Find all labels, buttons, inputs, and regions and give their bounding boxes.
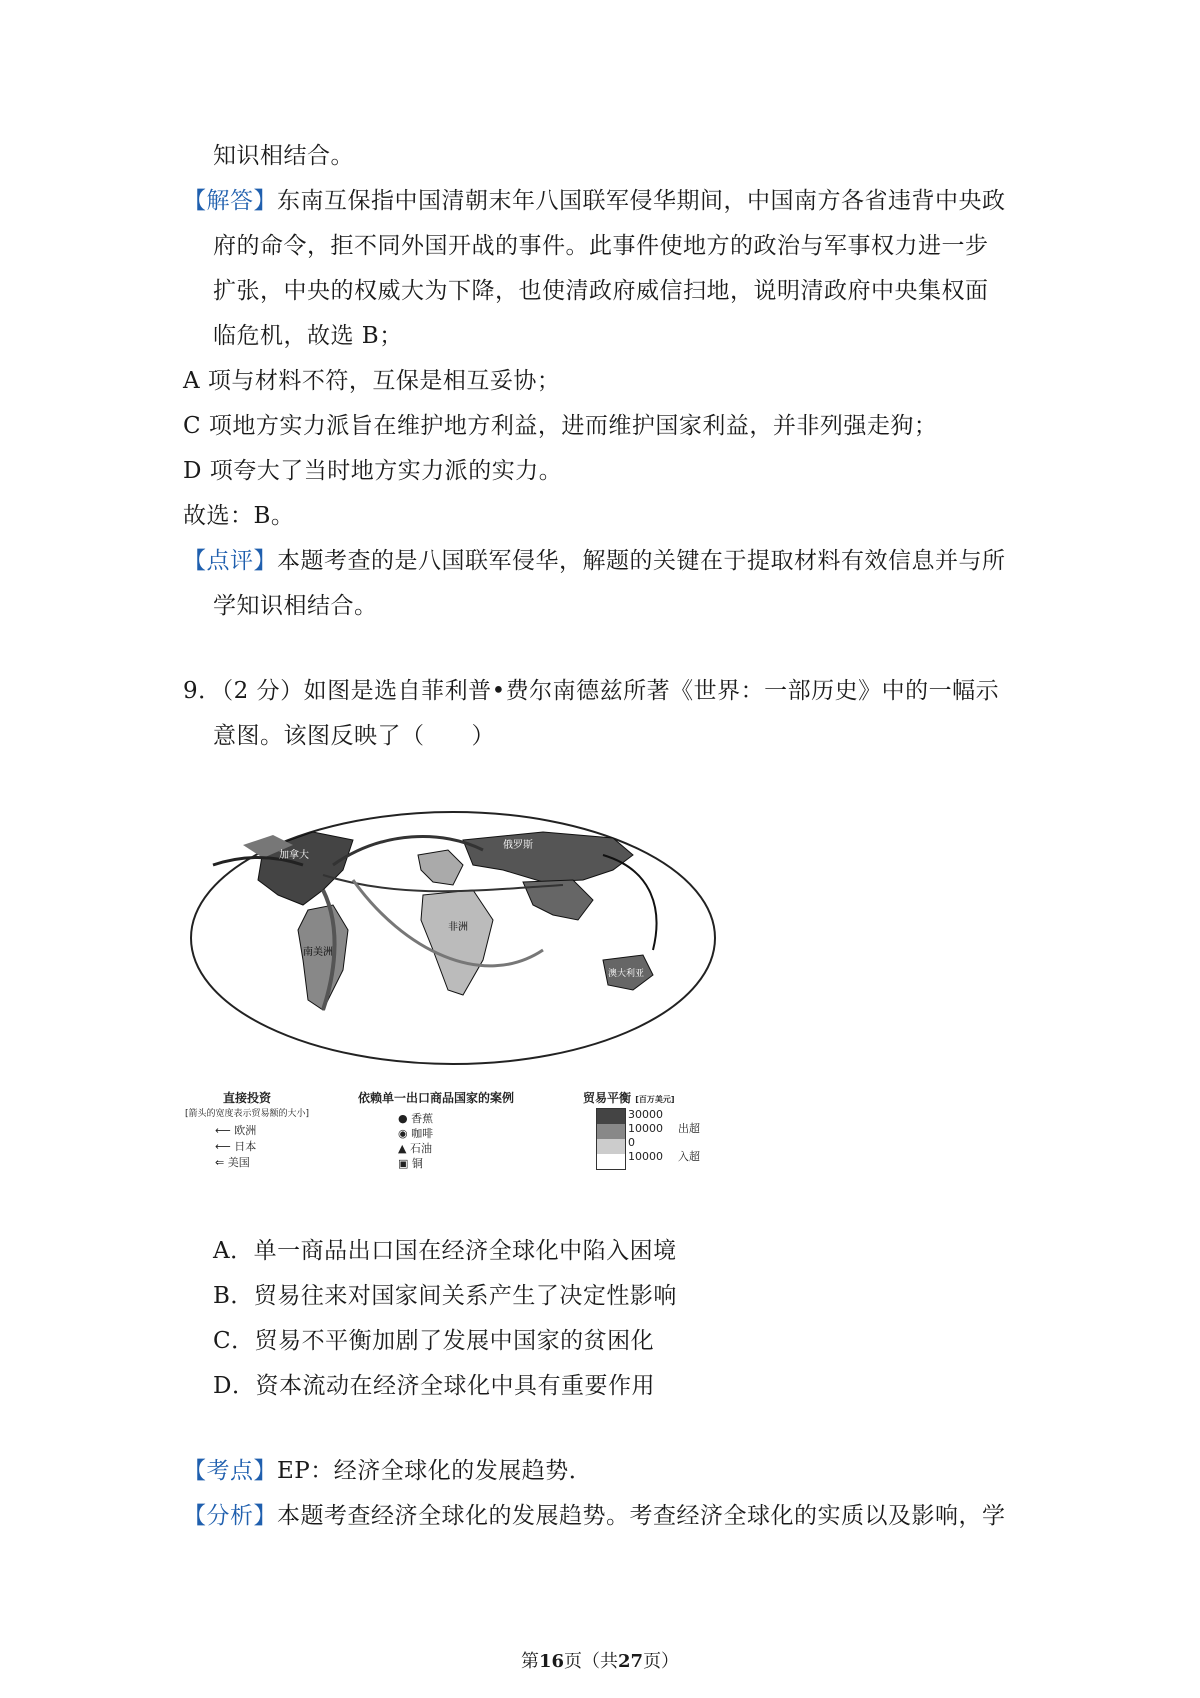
text-line: 临危机，故选 B； — [213, 323, 403, 349]
text-line: 府的命令，拒不同外国开战的事件。此事件使地方的政治与军事权力进一步 — [213, 233, 989, 259]
map-label-africa: 非洲 — [448, 922, 468, 933]
legend-direct-investment: 直接投资 — [223, 1091, 272, 1105]
footer-suffix: 页） — [643, 1651, 680, 1672]
comment-text: 本题考查的是八国联军侵华，解题的关键在于提取材料有效信息并与所 — [277, 548, 1006, 574]
option-c[interactable]: C．贸易不平衡加剧了发展中国家的贫困化 — [213, 1328, 655, 1354]
question-stem: 9．（2 分）如图是选自菲利普•费尔南德兹所著《世界：一部历史》中的一幅示 — [183, 678, 1000, 704]
legend-oil-label: 石油 — [409, 1142, 432, 1155]
legend-japan: ⟵ 日本 — [215, 1140, 257, 1153]
fenxi-text: 本题考查经济全球化的发展趋势。考查经济全球化的实质以及影响，学 — [277, 1503, 1006, 1529]
page-footer — [0, 1650, 1200, 1674]
legend-v1: 30000 — [628, 1108, 663, 1121]
world-trade-map-figure — [183, 810, 763, 1240]
kaodian-tag: 【考点】 — [183, 1458, 277, 1484]
comment-tag: 【点评】 — [183, 548, 277, 574]
legend-v2: 10000 — [628, 1122, 663, 1135]
legend-unit: [百万美元] — [635, 1095, 675, 1104]
text-line: 扩张，中央的权威大为下降，也使清政府威信扫地，说明清政府中央集权面 — [213, 278, 989, 304]
legend-v3: 0 — [628, 1136, 635, 1149]
legend-deficit: 入超 — [678, 1150, 700, 1163]
answer-tag: 【解答】 — [183, 188, 277, 214]
world-map — [183, 810, 763, 1070]
legend-usa-label: 美国 — [227, 1156, 250, 1169]
legend-arrow-note: [箭头的宽度表示贸易额的大小] — [185, 1109, 310, 1119]
footer-page-number: 16 — [538, 1651, 564, 1672]
legend-europe-label: 欧洲 — [234, 1124, 257, 1137]
question-stem-cont: 意图。该图反映了（ ） — [213, 723, 495, 749]
text-line: 学知识相结合。 — [213, 593, 378, 619]
legend-usa: ⇐ 美国 — [215, 1156, 250, 1169]
legend-copper-label: 铜 — [411, 1157, 423, 1170]
legend-japan-label: 日本 — [234, 1140, 257, 1153]
legend-single-commodity: 依赖单一出口商品国家的案例 — [358, 1091, 515, 1105]
text-line — [183, 546, 1006, 576]
footer-mid: 页（共 — [564, 1651, 618, 1672]
footer-prefix: 第 — [520, 1651, 539, 1672]
legend-europe: ⟵ 欧洲 — [215, 1124, 257, 1137]
answer-text: 东南互保指中国清朝末年八国联军侵华期间，中国南方各省违背中央政 — [277, 188, 1006, 214]
fenxi-tag: 【分析】 — [183, 1503, 277, 1529]
legend-banana-label: 香蕉 — [411, 1112, 434, 1125]
legend-trade-balance — [583, 1092, 675, 1106]
text-line: 故选：B。 — [183, 503, 295, 529]
text-line: A 项与材料不符，互保是相互妥协； — [183, 368, 561, 394]
trade-balance-swatches — [596, 1108, 626, 1170]
map-label-south-america: 南美洲 — [303, 947, 333, 958]
kaodian-text: EP：经济全球化的发展趋势． — [277, 1458, 593, 1484]
map-label-canada: 加拿大 — [279, 850, 309, 861]
kaodian-line — [183, 1456, 592, 1486]
map-label-australia: 澳大利亚 — [608, 969, 645, 979]
legend-surplus: 出超 — [678, 1122, 700, 1135]
legend-copper: ▣ 铜 — [398, 1157, 423, 1170]
option-b[interactable]: B．贸易往来对国家间关系产生了决定性影响 — [213, 1283, 677, 1309]
legend-trade-balance-label: 贸易平衡 — [583, 1091, 632, 1105]
legend-banana: ● 香蕉 — [398, 1112, 434, 1125]
option-a[interactable]: A．单一商品出口国在经济全球化中陷入困境 — [213, 1238, 677, 1264]
option-d[interactable]: D．资本流动在经济全球化中具有重要作用 — [213, 1373, 655, 1399]
text-line: 知识相结合。 — [213, 143, 354, 169]
text-line: C 项地方实力派旨在维护地方利益，进而维护国家利益，并非列强走狗； — [183, 413, 938, 439]
legend-v4: 10000 — [628, 1150, 663, 1163]
map-label-russia: 俄罗斯 — [503, 840, 533, 851]
text-line: D 项夸大了当时地方实力派的实力。 — [183, 458, 563, 484]
text-line — [183, 186, 1006, 216]
legend-coffee-label: 咖啡 — [411, 1127, 434, 1140]
legend-coffee: ◉ 咖啡 — [398, 1127, 434, 1140]
footer-total-pages: 27 — [618, 1651, 644, 1672]
fenxi-line — [183, 1501, 1006, 1531]
legend-oil: ▲ 石油 — [398, 1142, 432, 1155]
